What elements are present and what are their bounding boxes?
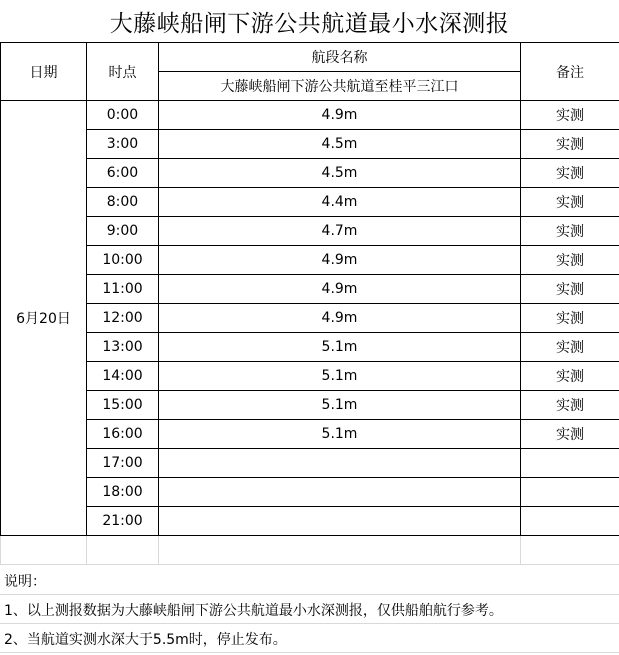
- empty-cell: [87, 536, 159, 565]
- remark-cell: 实测: [521, 246, 619, 275]
- table-row: [1, 159, 619, 188]
- depth-cell: 5.1m: [159, 362, 521, 391]
- time-cell: 18:00: [87, 478, 159, 507]
- depth-cell: 5.1m: [159, 333, 521, 362]
- section-name: 大藤峡船闸下游公共航道至桂平三江口: [159, 72, 521, 101]
- depth-cell: 4.9m: [159, 275, 521, 304]
- remark-cell: [521, 507, 619, 536]
- remark-cell: 实测: [521, 391, 619, 420]
- depth-cell: 4.4m: [159, 188, 521, 217]
- table-row: [1, 362, 619, 391]
- depth-cell: 4.5m: [159, 159, 521, 188]
- time-header: 时点: [87, 43, 159, 101]
- depth-cell: [159, 449, 521, 478]
- remark-header: 备注: [521, 43, 619, 101]
- date-header: 日期: [1, 43, 87, 101]
- table-row: [1, 507, 619, 536]
- table-row: [1, 333, 619, 362]
- time-cell: 16:00: [87, 420, 159, 449]
- depth-table: [0, 42, 619, 565]
- depth-cell: 4.5m: [159, 130, 521, 159]
- time-cell: 10:00: [87, 246, 159, 275]
- remark-cell: 实测: [521, 159, 619, 188]
- time-cell: 12:00: [87, 304, 159, 333]
- table-row: [1, 420, 619, 449]
- time-cell: 14:00: [87, 362, 159, 391]
- remark-cell: 实测: [521, 362, 619, 391]
- remark-cell: 实测: [521, 188, 619, 217]
- remark-cell: 实测: [521, 101, 619, 130]
- report-title: 大藤峡船闸下游公共航道最小水深测报: [109, 10, 510, 37]
- depth-cell: 4.9m: [159, 101, 521, 130]
- date-cell: 6月20日: [1, 101, 87, 536]
- time-cell: 8:00: [87, 188, 159, 217]
- table-row: [1, 275, 619, 304]
- depth-cell: [159, 478, 521, 507]
- table-row: [1, 449, 619, 478]
- table-row: [1, 246, 619, 275]
- notes-line-1: 1、以上测报数据为大藤峡船闸下游公共航道最小水深测报，仅供船舶航行参考。: [0, 596, 619, 624]
- remark-cell: [521, 449, 619, 478]
- empty-cell: [159, 536, 521, 565]
- time-cell: 6:00: [87, 159, 159, 188]
- table-row: [1, 217, 619, 246]
- remark-cell: 实测: [521, 130, 619, 159]
- depth-cell: 5.1m: [159, 391, 521, 420]
- time-cell: 11:00: [87, 275, 159, 304]
- time-cell: 21:00: [87, 507, 159, 536]
- table-row: [1, 478, 619, 507]
- empty-cell: [1, 536, 87, 565]
- depth-cell: 4.9m: [159, 304, 521, 333]
- time-cell: 9:00: [87, 217, 159, 246]
- depth-cell: [159, 507, 521, 536]
- remark-cell: 实测: [521, 333, 619, 362]
- section-header: 航段名称: [159, 43, 521, 72]
- remark-cell: 实测: [521, 304, 619, 333]
- depth-cell: 4.7m: [159, 217, 521, 246]
- remark-cell: [521, 478, 619, 507]
- time-cell: 15:00: [87, 391, 159, 420]
- remark-cell: 实测: [521, 420, 619, 449]
- time-cell: 17:00: [87, 449, 159, 478]
- notes-line-2: 2、当航道实测水深大于5.5m时，停止发布。: [0, 625, 619, 653]
- time-cell: 3:00: [87, 130, 159, 159]
- table-row: [1, 304, 619, 333]
- depth-cell: 4.9m: [159, 246, 521, 275]
- empty-row: [1, 536, 619, 565]
- depth-cell: 5.1m: [159, 420, 521, 449]
- time-cell: 13:00: [87, 333, 159, 362]
- time-cell: 0:00: [87, 101, 159, 130]
- table-row: [1, 130, 619, 159]
- table-row: [1, 101, 619, 130]
- empty-cell: [521, 536, 619, 565]
- notes-heading: 说明：: [0, 567, 619, 595]
- table-row: [1, 188, 619, 217]
- remark-cell: 实测: [521, 275, 619, 304]
- table-row: [1, 391, 619, 420]
- remark-cell: 实测: [521, 217, 619, 246]
